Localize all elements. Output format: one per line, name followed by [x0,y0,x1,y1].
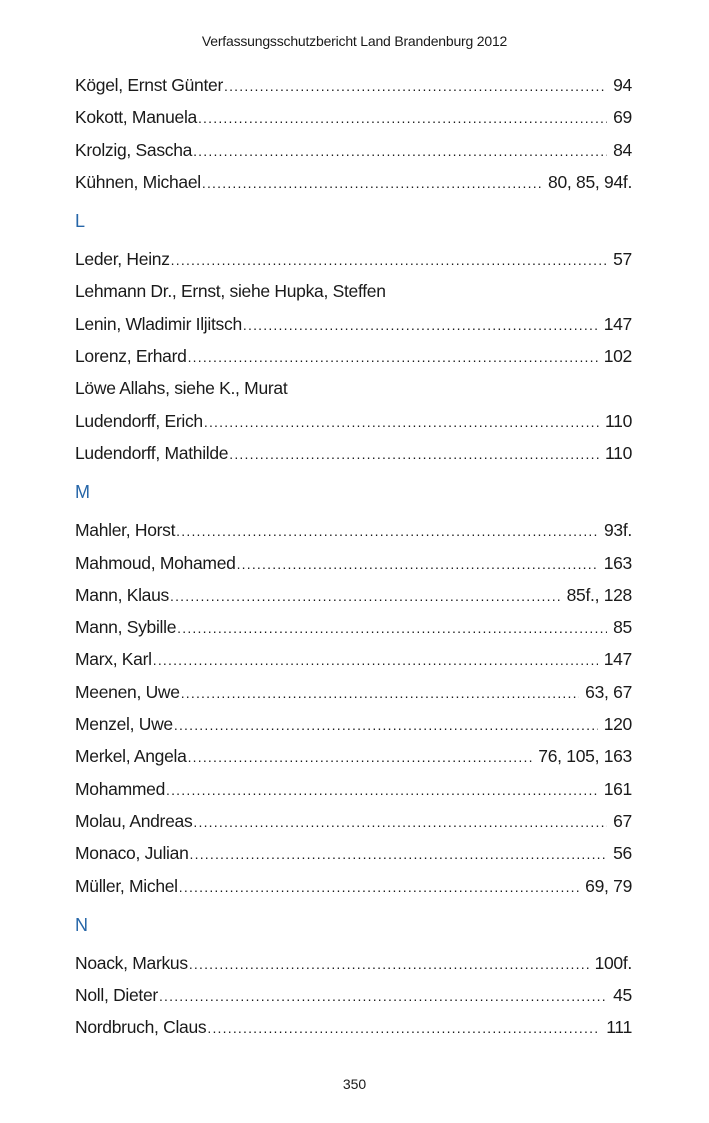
index-entry [75,134,632,166]
index-entry-name: Merkel, Angela [75,746,187,767]
running-header: Verfassungsschutzbericht Land Brandenburg 2012 [201,33,508,49]
index-entry-pages: 163 [603,552,632,573]
index-entry-name: Kögel, Ernst Günter [75,75,223,95]
index-letter-heading: N [75,914,88,935]
index-entry-name: Mann, Sybille [75,617,177,638]
index-entry-pages: 80, 85, 94f. [548,171,632,192]
index-entry [75,947,632,979]
index-entry-name: Nordbruch, Claus [75,1017,207,1038]
index-entry-pages: 147 [603,649,632,670]
dot-leader [193,135,607,167]
index-letter-heading: M [75,482,90,503]
index-entry-name: Molau, Andreas [75,810,193,831]
index-entry [75,69,632,101]
index-entry-pages: 69, 79 [585,875,632,896]
dot-leader [170,580,561,612]
index-entry [75,837,632,869]
index-entry-name: Meenen, Uwe [75,681,180,702]
index-entry [75,405,632,437]
index-entry-pages: 110 [605,442,632,463]
index-entry-name: Mann, Klaus [75,584,169,605]
index-entry [75,579,632,611]
index-entry-pages: 110 [605,410,632,431]
index-entry-name: Marx, Karl [75,649,152,670]
dot-leader [224,70,607,102]
index-entry [75,676,632,708]
index-entry-pages: 94 [613,75,632,95]
index-entry-pages: 85f., 128 [566,584,632,605]
dot-leader [190,838,608,870]
index-entry-name: Mohammed [75,778,165,799]
index-entry-name: Leder, Heinz [75,249,170,270]
dot-leader [153,644,598,676]
index-entry-name: Noll, Dieter [75,985,158,1006]
dot-leader [174,709,598,741]
index-entry [75,514,632,546]
index-entry-name: Lenin, Wladimir Iljitsch [75,313,242,334]
index-entry [75,979,632,1011]
index-entry [75,372,632,404]
index-entry [75,773,632,805]
index-entry [75,805,632,837]
index-entry-name: Krolzig, Sascha [75,139,193,160]
index-entry-pages: 100f. [594,952,632,973]
index-entry-pages: 76, 105, 163 [538,746,632,767]
index-entry-name: Ludendorff, Erich [75,410,203,431]
index-entry-name: Kokott, Manuela [75,107,197,128]
index-entry [75,870,632,902]
index-entry [75,101,632,133]
index-entry-name: Mahmoud, Mohamed [75,552,236,573]
index-entry-name: Menzel, Uwe [75,714,173,735]
index-entry-name: Monaco, Julian [75,843,189,864]
index-entry-pages: 111 [606,1017,632,1038]
index-entry [75,275,632,307]
index-entry-name: Müller, Michel [75,875,178,896]
index-entry-pages: 57 [613,249,632,270]
index-entry-name: Kühnen, Michael [75,171,201,192]
page-number: 350 [342,1076,367,1092]
index-entry [75,340,632,372]
index-entry-pages: 85 [613,617,632,638]
dot-leader [188,341,598,373]
dot-leader [229,438,599,470]
index-entry-name: Mahler, Horst [75,520,176,541]
dot-leader [198,102,607,134]
dot-leader [176,515,598,547]
index-entry [75,166,632,198]
index-entry-pages: 102 [603,346,632,367]
index-entry-pages: 84 [613,139,632,160]
index-entry [75,437,632,469]
index-entry [75,1011,632,1043]
index-entry-pages: 45 [613,985,632,1006]
index-entry-pages: 147 [603,313,632,334]
dot-leader [177,612,607,644]
index-entry-name: Noack, Markus [75,952,188,973]
index-entry-pages: 63, 67 [585,681,632,702]
index-letter-heading: L [75,211,86,232]
dot-leader [202,167,542,199]
dot-leader [181,677,579,709]
index-entry-pages: 69 [613,107,632,128]
index-entry-name: Lehmann Dr., Ernst, siehe Hupka, Steffen [75,281,386,302]
dot-leader [193,806,607,838]
dot-leader [159,980,607,1012]
dot-leader [166,774,598,806]
index-entry [75,308,632,340]
index-entry-pages: 56 [613,843,632,864]
index-entry-name: Löwe Allahs, siehe K., Murat [75,378,288,399]
index-entry-pages: 120 [603,714,632,735]
dot-leader [243,309,598,341]
index-entry-pages: 67 [613,810,632,831]
dot-leader [188,741,533,773]
dot-leader [237,548,598,580]
dot-leader [204,406,599,438]
index-entry [75,643,632,675]
index-entry [75,611,632,643]
index-entry [75,740,632,772]
index-entry [75,708,632,740]
index-entry-name: Lorenz, Erhard [75,346,187,367]
index-entry-pages: 93f. [604,520,632,541]
dot-leader [207,1012,600,1044]
index-entry [75,547,632,579]
index-entry [75,243,632,275]
dot-leader [171,244,607,276]
index-entry-pages: 161 [603,778,632,799]
index-entry-name: Ludendorff, Mathilde [75,442,229,463]
index-list [75,69,632,1044]
dot-leader [179,871,579,903]
dot-leader [189,948,589,980]
